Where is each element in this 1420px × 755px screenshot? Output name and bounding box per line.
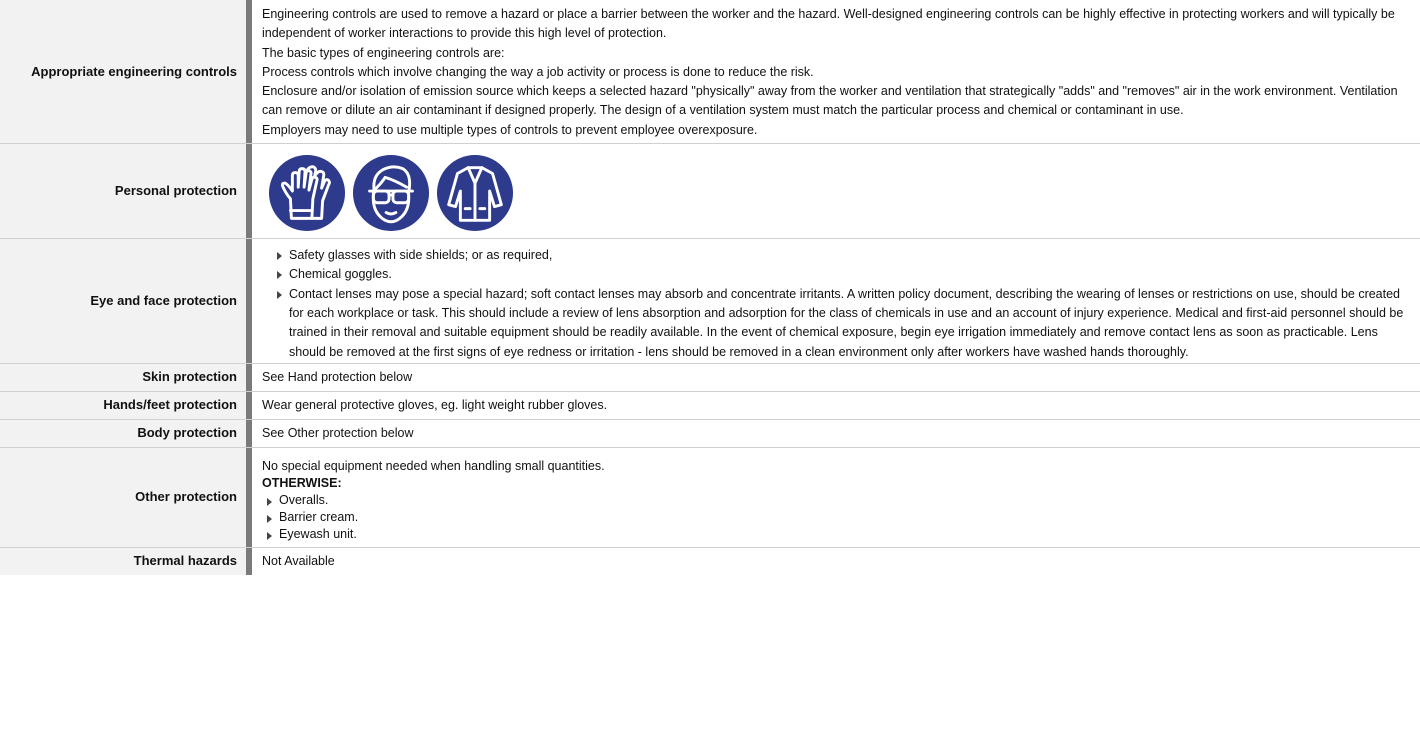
row-body-protection — [0, 420, 1420, 448]
paragraph: Enclosure and/or isolation of emission source which keeps a selected hazard "physically" away from the worker and ventilation that strategically "adds" and "removes" air in the work environment. Ventilation can remove or dilute an air contaminant if designed properly. The design of a ventilation system must match the particular process and chemical or contaminant in use. — [262, 84, 1398, 118]
bullet-list — [262, 492, 1414, 543]
row-label: Personal protection — [0, 144, 252, 238]
lab-coat-icon — [436, 154, 514, 232]
row-eye-face-protection — [0, 239, 1420, 364]
row-value — [252, 0, 1420, 143]
row-label: Thermal hazards — [0, 548, 252, 575]
row-value — [252, 144, 1420, 238]
list-item: Barrier cream. — [266, 509, 1414, 526]
row-label: Skin protection — [0, 364, 252, 391]
row-hands-feet-protection — [0, 392, 1420, 420]
row-value: Wear general protective gloves, eg. light weight rubber gloves. — [262, 397, 608, 412]
row-label: Eye and face protection — [0, 239, 252, 363]
row-other-protection — [0, 448, 1420, 548]
list-item: Eyewash unit. — [266, 526, 1414, 543]
row-label: Appropriate engineering controls — [0, 0, 252, 143]
paragraph: Process controls which involve changing the way a job activity or process is done to reduce the risk. — [262, 64, 814, 79]
row-value: Not Available — [262, 553, 335, 568]
row-value — [252, 448, 1420, 547]
bullet-list — [262, 246, 1414, 362]
row-engineering-controls — [0, 0, 1420, 144]
ppe-icons — [262, 146, 1414, 236]
list-item: Contact lenses may pose a special hazard; soft contact lenses may absorb and concentrate irritants. A written policy document, describing the wearing of lenses or restrictions on use, should be created for each workplace or task. This should include a review of lens absorption and adsorption for the class of chemicals in use and an account of injury experience. Medical and first-aid personnel should be trained in their removal and suitable equipment should be readily available. In the event of chemical exposure, begin eye irrigation immediately and remove contact lens as soon as practicable. Lens should be removed at the first signs of eye redness or irritation - lens should be removed in a clean environment only after workers have washed hands thoroughly. — [276, 285, 1414, 362]
row-personal-protection — [0, 144, 1420, 239]
gloves-icon — [268, 154, 346, 232]
otherwise-heading: OTHERWISE: — [262, 475, 342, 490]
row-label: Body protection — [0, 420, 252, 447]
intro-text: No special equipment needed when handling small quantities. — [262, 458, 605, 473]
row-value — [252, 239, 1420, 363]
paragraph: Employers may need to use multiple types of controls to prevent employee overexposure. — [262, 122, 758, 137]
paragraph: Engineering controls are used to remove a hazard or place a barrier between the worker and the hazard. Well-designed engineering controls can be highly effective in protecting workers and will typically be independent of worker interactions to provide this high level of protection. — [262, 7, 1395, 41]
row-skin-protection — [0, 364, 1420, 392]
row-value: See Other protection below — [262, 425, 414, 440]
row-value: See Hand protection below — [262, 369, 413, 384]
list-item: Safety glasses with side shields; or as required, — [276, 246, 1414, 265]
row-label: Other protection — [0, 448, 252, 547]
list-item: Overalls. — [266, 492, 1414, 509]
row-label: Hands/feet protection — [0, 392, 252, 419]
row-thermal-hazards — [0, 548, 1420, 575]
safety-glasses-icon — [352, 154, 430, 232]
paragraph: The basic types of engineering controls are: — [262, 45, 505, 60]
list-item: Chemical goggles. — [276, 265, 1414, 284]
